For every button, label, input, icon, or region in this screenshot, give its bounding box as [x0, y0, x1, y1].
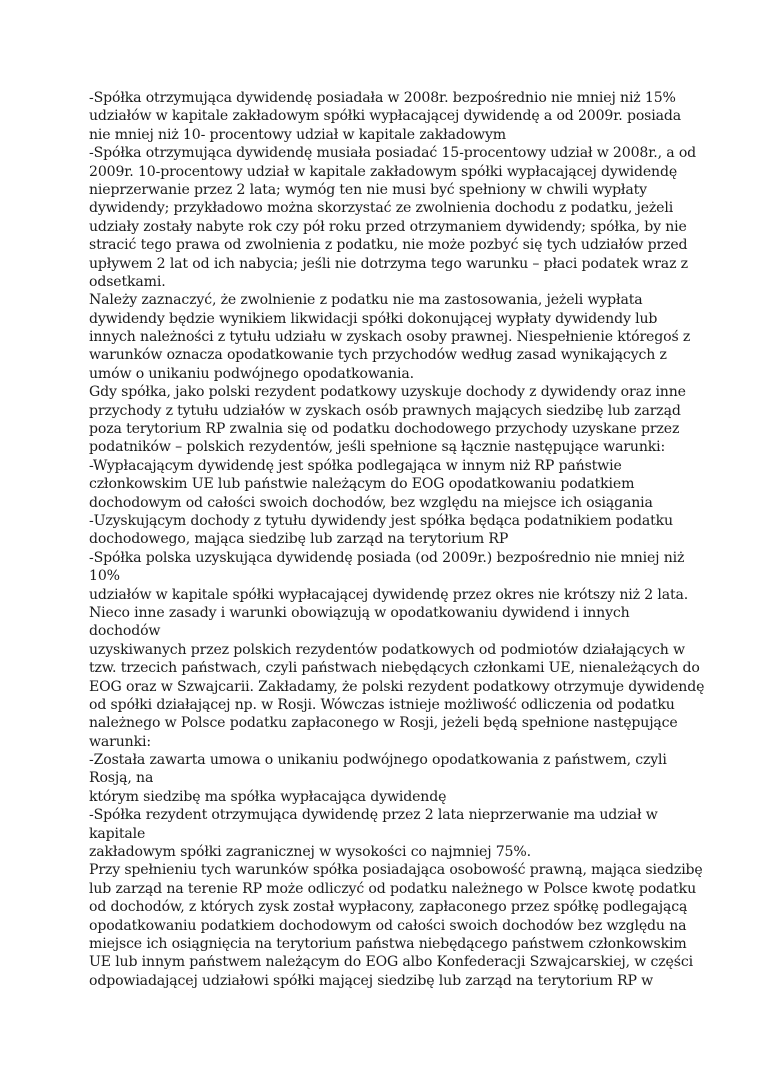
text-line: należnego w Polsce podatku zapłaconego w Rosji, jeżeli będą spełnione następujące: [89, 715, 678, 732]
text-line: od spółki działającej np. w Rosji. Wówczas istnieje możliwość odliczenia od podatku: [89, 696, 675, 713]
text-line: którym siedzibę ma spółka wypłacająca dywidendę: [89, 788, 447, 805]
text-line: -Spółka polska uzyskująca dywidendę posiada (od 2009r.) bezpośrednio nie mniej niż: [89, 549, 685, 566]
text-line: dochodów: [89, 623, 161, 640]
text-line: kapitale: [89, 825, 146, 842]
text-line: dywidendy będzie wynikiem likwidacji spółki dokonującej wypłaty dywidendy lub: [89, 310, 658, 327]
text-line: -Spółka otrzymująca dywidendę posiadała w 2008r. bezpośrednio nie mniej niż 15%: [89, 90, 676, 106]
text-line: -Uzyskującym dochody z tytułu dywidendy jest spółka będąca podatnikiem podatku: [89, 512, 673, 529]
text-line: Gdy spółka, jako polski rezydent podatkowy uzyskuje dochody z dywidendy oraz inne: [89, 384, 686, 401]
text-line: przychody z tytułu udziałów w zyskach osób prawnych mających siedzibę lub zarząd: [89, 402, 681, 419]
text-line: udziałów w kapitale zakładowym spółki wypłacającej dywidendę a od 2009r. posiada: [89, 108, 681, 125]
text-line: dochodowym od całości swoich dochodów, bez względu na miejsce ich osiągania: [89, 494, 653, 511]
text-line: dywidendy; przykładowo można skorzystać ze zwolnienia dochodu z podatku, jeżeli: [89, 200, 674, 217]
text-line: tzw. trzecich państwach, czyli państwach niebędących członkami UE, nienależących do: [89, 660, 700, 677]
text-line: UE lub innym państwem należącym do EOG albo Konfederacji Szwajcarskiej, w części: [89, 954, 693, 971]
text-line: Należy zaznaczyć, że zwolnienie z podatku nie ma zastosowania, jeżeli wypłata: [89, 292, 643, 309]
text-line: innych należności z tytułu udziału w zyskach osoby prawnej. Niespełnienie któregoś z: [89, 329, 691, 346]
text-line: nieprzerwanie przez 2 lata; wymóg ten nie musi być spełniony w chwili wypłaty: [89, 181, 647, 198]
text-line: Rosją, na: [89, 770, 154, 787]
text-line: -Wypłacającym dywidendę jest spółka podlegająca w innym niż RP państwie: [89, 457, 622, 474]
text-line: -Spółka rezydent otrzymująca dywidendę przez 2 lata nieprzerwanie ma udział w: [89, 807, 658, 824]
text-line: EOG oraz w Szwajcarii. Zakładamy, że polski rezydent podatkowy otrzymuje dywidendę: [89, 678, 705, 695]
text-line: 2009r. 10-procentowy udział w kapitale zakładowym spółki wypłacającej dywidendę: [89, 163, 678, 180]
text-line: uzyskiwanych przez polskich rezydentów podatkowych od podmiotów działających w: [89, 641, 685, 658]
text-line: -Została zawarta umowa o unikaniu podwójnego opodatkowania z państwem, czyli: [89, 752, 667, 769]
text-line: zakładowym spółki zagranicznej w wysokości co najmniej 75%.: [89, 844, 531, 861]
text-line: 10%: [89, 568, 120, 585]
text-line: stracić tego prawa od zwolnienia z podatku, nie może pozbyć się tych udziałów przed: [89, 237, 688, 254]
text-line: umów o unikaniu podwójnego opodatkowania.: [89, 365, 414, 382]
text-line: Przy spełnieniu tych warunków spółka posiadająca osobowość prawną, mająca siedzibę: [89, 862, 703, 879]
document-body: [89, 89, 705, 990]
text-line: miejsce ich osiągnięcia na terytorium państwa niebędącego państwem członkowskim: [89, 935, 687, 952]
text-line: poza terytorium RP zwalnia się od podatku dochodowego przychody uzyskane przez: [89, 421, 680, 438]
text-line: warunków oznacza opodatkowanie tych przychodów według zasad wynikających z: [89, 347, 667, 364]
text-line: udziałów w kapitale spółki wypłacającej dywidendę przez okres nie krótszy niż 2 lata.: [89, 586, 689, 603]
text-line: nie mniej niż 10- procentowy udział w kapitale zakładowym: [89, 126, 507, 143]
text-line: opodatkowaniu podatkiem dochodowym od całości swoich dochodów bez względu na: [89, 917, 687, 934]
text-line: lub zarząd na terenie RP może odliczyć od podatku należnego w Polsce kwotę podatku: [89, 880, 696, 897]
text-line: odsetkami.: [89, 273, 166, 290]
text-line: -Spółka otrzymująca dywidendę musiała posiadać 15-procentowy udział w 2008r., a od: [89, 145, 697, 162]
text-line: upływem 2 lat od ich nabycia; jeśli nie dotrzyma tego warunku – płaci podatek wraz z: [89, 255, 688, 272]
text-line: odpowiadającej udziałowi spółki mającej siedzibę lub zarząd na terytorium RP w: [89, 972, 654, 989]
text-line: warunki:: [89, 733, 151, 750]
text-line: udziały zostały nabyte rok czy pół roku przed otrzymaniem dywidendy; spółka, by nie: [89, 218, 687, 235]
text-line: od dochodów, z których zysk został wypłacony, zapłaconego przez spółkę podlegającą: [89, 899, 688, 916]
text-line: Nieco inne zasady i warunki obowiązują w opodatkowaniu dywidend i innych: [89, 604, 630, 621]
text-line: podatników – polskich rezydentów, jeśli spełnione są łącznie następujące warunki:: [89, 439, 666, 456]
text-line: członkowskim UE lub państwie należącym do EOG opodatkowaniu podatkiem: [89, 476, 635, 493]
text-line: dochodowego, mająca siedzibę lub zarząd na terytorium RP: [89, 531, 509, 548]
